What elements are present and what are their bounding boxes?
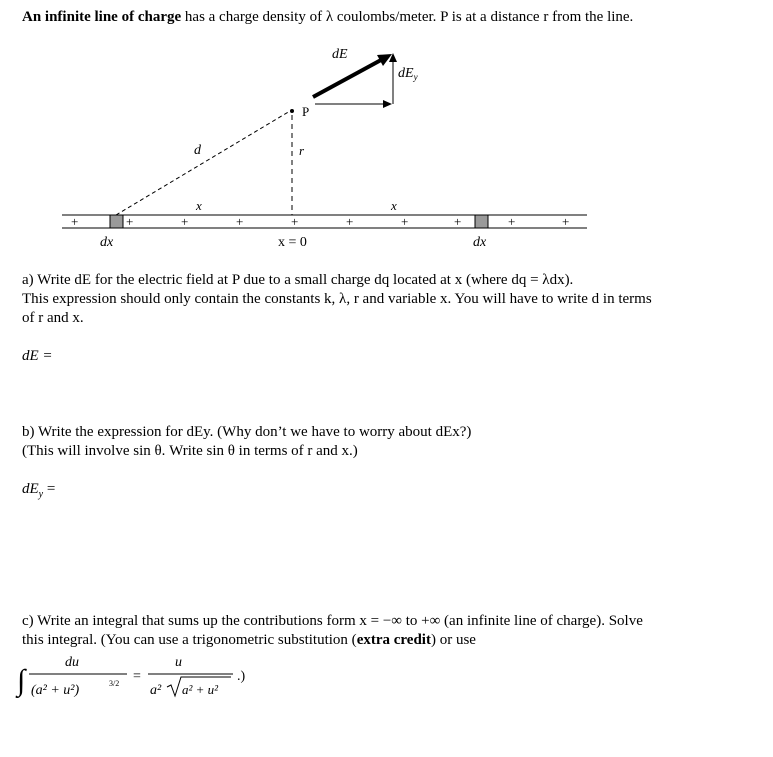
dey-label: $dE_y$	[398, 66, 418, 82]
point-p-dot	[290, 109, 294, 113]
x-label-left: x	[196, 198, 202, 213]
part-a-line2: This expression should only contain the constants k, λ, r and variable x. You will have to write d in terms	[22, 291, 652, 307]
part-a-answer-label: dE =	[22, 348, 53, 364]
d-label: d	[194, 143, 201, 158]
plus-sign: +	[508, 214, 516, 229]
dx-label-left: dx	[100, 235, 114, 250]
formula-close: .)	[237, 669, 246, 684]
part-b-line1: b) Write the expression for dEy. (Why don’t we have to worry about dEx?)	[22, 424, 472, 440]
x0-label: x = 0	[278, 235, 307, 250]
plus-signs	[71, 214, 569, 229]
integral-formula	[15, 650, 275, 705]
plus-sign: +	[126, 214, 134, 229]
plus-sign: +	[562, 214, 570, 229]
de-label: dE	[332, 47, 348, 62]
lhs-numerator: du	[65, 655, 79, 670]
charge-element-right	[475, 215, 488, 228]
plus-sign: +	[454, 214, 462, 229]
charge-element-left	[110, 215, 123, 228]
integral-sign: ∫	[17, 664, 26, 697]
rhs-den-radicand: a² + u²	[182, 682, 219, 697]
distance-d-line	[116, 111, 290, 215]
charge-line-diagram	[0, 0, 773, 260]
lhs-denominator: (a² + u²)	[31, 683, 80, 698]
part-c-line1: c) Write an integral that sums up the contributions form x = −∞ to +∞ (an infinite line of charge). Solve	[22, 613, 643, 629]
part-b-answer-label: $dE_y$ =	[22, 481, 56, 500]
plus-sign: +	[291, 214, 299, 229]
plus-sign: +	[346, 214, 354, 229]
rhs-numerator: u	[175, 655, 182, 670]
part-c-line2: this integral. (You can use a trigonometric substitution (extra credit) or use	[22, 632, 476, 648]
header-bold: An infinite line of charge	[22, 9, 182, 25]
x-label-right: x	[391, 198, 397, 213]
header-rest: has a charge density of λ coulombs/meter. P is at a distance r from the line.	[181, 9, 634, 25]
plus-sign: +	[181, 214, 189, 229]
point-p-label: P	[302, 104, 310, 119]
de-vector	[313, 60, 381, 97]
plus-sign: +	[401, 214, 409, 229]
part-b-line2: (This will involve sin θ. Write sin θ in terms of r and x.)	[22, 443, 358, 459]
plus-sign: +	[236, 214, 244, 229]
lhs-exponent: 3/2	[109, 679, 120, 688]
plus-sign: +	[71, 214, 79, 229]
dx-label-right: dx	[473, 235, 487, 250]
r-label: r	[299, 143, 305, 158]
rhs-den-coef: a²	[150, 683, 162, 698]
part-a-line3: of r and x.	[22, 310, 84, 326]
part-a-line1: a) Write dE for the electric field at P due to a small charge dq located at x (where dq = λdx).	[22, 272, 574, 288]
equals-sign: =	[133, 669, 141, 684]
de-horizontal-arrowhead	[383, 100, 392, 108]
